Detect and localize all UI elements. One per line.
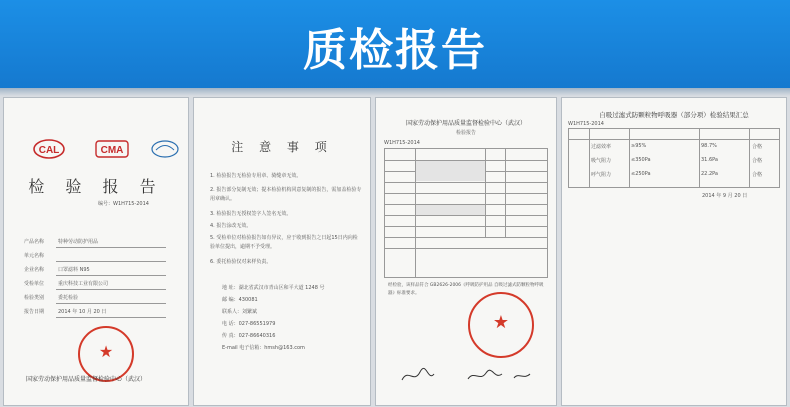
table-rule xyxy=(385,182,547,183)
report-cover-page[interactable] xyxy=(4,98,188,405)
summary-item: 吸气阻力 xyxy=(591,158,612,164)
banner-shadow xyxy=(0,88,790,96)
notice-item: 5. 受检单位对检验报告如有异议，应于收到报告之日起15日内向检验单位提出，逾期不予受理。 xyxy=(210,235,358,250)
field-label: 报告日期 xyxy=(24,309,45,315)
cal-logo-icon xyxy=(32,138,66,164)
contact-fax: 传 真：027-86640316 xyxy=(222,333,276,339)
summary-item: 呼气阻力 xyxy=(591,172,612,178)
svg-text:CMA: CMA xyxy=(100,145,124,156)
table-rule xyxy=(385,215,547,216)
table-rule xyxy=(385,237,547,238)
cma-logo-icon xyxy=(94,138,130,164)
table-rule xyxy=(569,139,779,140)
table-shade xyxy=(416,205,485,215)
notice-title: 注 意 事 项 xyxy=(231,140,333,154)
contact-address: 地 址：湖北省武汉市青山区和平大道 1248 号 xyxy=(222,285,325,291)
notice-page[interactable] xyxy=(194,98,370,405)
table-divider xyxy=(485,149,486,237)
field-underline xyxy=(56,261,166,262)
table-rule xyxy=(385,193,547,194)
seal-star-icon: ★ xyxy=(492,312,510,333)
header-banner xyxy=(0,0,790,88)
report-footer: 国家劳动保护用品质量监督检验中心（武汉） xyxy=(26,376,147,383)
table-divider xyxy=(505,149,506,237)
summary-judge: 合格 xyxy=(752,158,763,164)
summary-page[interactable] xyxy=(562,98,786,405)
field-value: 口罩滤料 N95 xyxy=(58,267,90,273)
summary-title: 自吸过滤式防颗粒物呼吸器（部分项）检验结果汇总 xyxy=(599,111,749,119)
table-divider xyxy=(749,129,750,187)
field-value: 委托检验 xyxy=(58,295,79,301)
field-value: 2014 年 10 月 20 日 xyxy=(58,309,107,315)
field-underline xyxy=(56,303,166,304)
results-page[interactable] xyxy=(376,98,556,405)
contact-person: 联系人：刘繁斌 xyxy=(222,309,258,315)
table-rule xyxy=(385,248,547,249)
results-title: 国家劳动保护用品质量监督检验中心（武汉） xyxy=(405,120,526,127)
notice-item: 2. 报告部分复制无效；提本检验机构同意复制的报告，需加盖检验专用章确认。 xyxy=(210,187,362,202)
signature-lines xyxy=(398,364,538,386)
table-divider xyxy=(699,129,700,187)
cnas-logo-icon xyxy=(150,138,180,164)
field-underline xyxy=(56,275,166,276)
field-label: 企业名称 xyxy=(24,267,45,273)
summary-req: ≥95% xyxy=(631,143,647,149)
summary-req: ≤350Pa xyxy=(631,157,651,163)
field-underline xyxy=(56,247,166,248)
banner-title: 质检报告 xyxy=(303,25,487,76)
summary-number: W1H715-2014 xyxy=(568,121,604,127)
cma-logo-mark xyxy=(94,138,130,160)
summary-result: 31.6Pa xyxy=(701,157,718,163)
table-rule xyxy=(385,226,547,227)
cnas-logo-mark xyxy=(150,138,180,160)
seal-star-icon: ★ xyxy=(98,342,114,361)
contact-email: E-mail 电子信箱：hmsh@163.com xyxy=(222,345,305,351)
contact-postcode: 邮 编：430081 xyxy=(222,297,258,303)
summary-judge: 合格 xyxy=(752,172,763,178)
notice-item: 3. 检验报告无授权签字人签名无效。 xyxy=(210,211,292,217)
summary-table xyxy=(568,128,780,188)
summary-result: 98.7% xyxy=(701,143,717,149)
report-fields-table xyxy=(24,235,174,319)
summary-judge: 合格 xyxy=(752,144,763,150)
cal-logo-mark xyxy=(32,138,66,160)
summary-result: 22.2Pa xyxy=(701,171,718,177)
field-label: 受检单位 xyxy=(24,281,45,287)
results-number: W1H715-2014 xyxy=(384,140,420,146)
contact-phone: 电 话：027-86551979 xyxy=(222,321,276,327)
report-title: 检 验 报 告 xyxy=(28,177,164,196)
results-table xyxy=(384,148,548,278)
results-subtitle: 检验报告 xyxy=(455,130,476,136)
field-value: 重庆科技工业有限公司 xyxy=(58,281,109,287)
results-conclusion: 经检验，该样品符合 GB2626-2006《呼吸防护用品 自吸过滤式防颗粒物呼吸器》标准要求。 xyxy=(388,283,544,296)
summary-item: 过滤效率 xyxy=(591,144,612,150)
field-label: 产品名称 xyxy=(24,239,45,245)
svg-text:CAL: CAL xyxy=(38,145,60,156)
field-label: 单元名称 xyxy=(24,253,45,259)
summary-req: ≤250Pa xyxy=(631,171,651,177)
notice-item: 1. 检验报告无检验专用章、骑缝章无效。 xyxy=(210,173,302,179)
notice-item: 6. 委托检验仅对来样负责。 xyxy=(210,259,272,265)
inspection-seal xyxy=(468,292,534,358)
table-shade xyxy=(416,161,485,181)
field-value: 特种劳动防护用品 xyxy=(58,239,99,245)
table-divider xyxy=(589,129,590,187)
notice-item: 4. 报告涂改无效。 xyxy=(210,223,252,229)
field-underline xyxy=(56,317,166,318)
report-number: 编号：W1H715-2014 xyxy=(98,201,149,207)
table-divider xyxy=(629,129,630,187)
field-underline xyxy=(56,289,166,290)
field-label: 检验类别 xyxy=(24,295,45,301)
summary-date: 2014 年 9 月 20 日 xyxy=(702,193,748,199)
